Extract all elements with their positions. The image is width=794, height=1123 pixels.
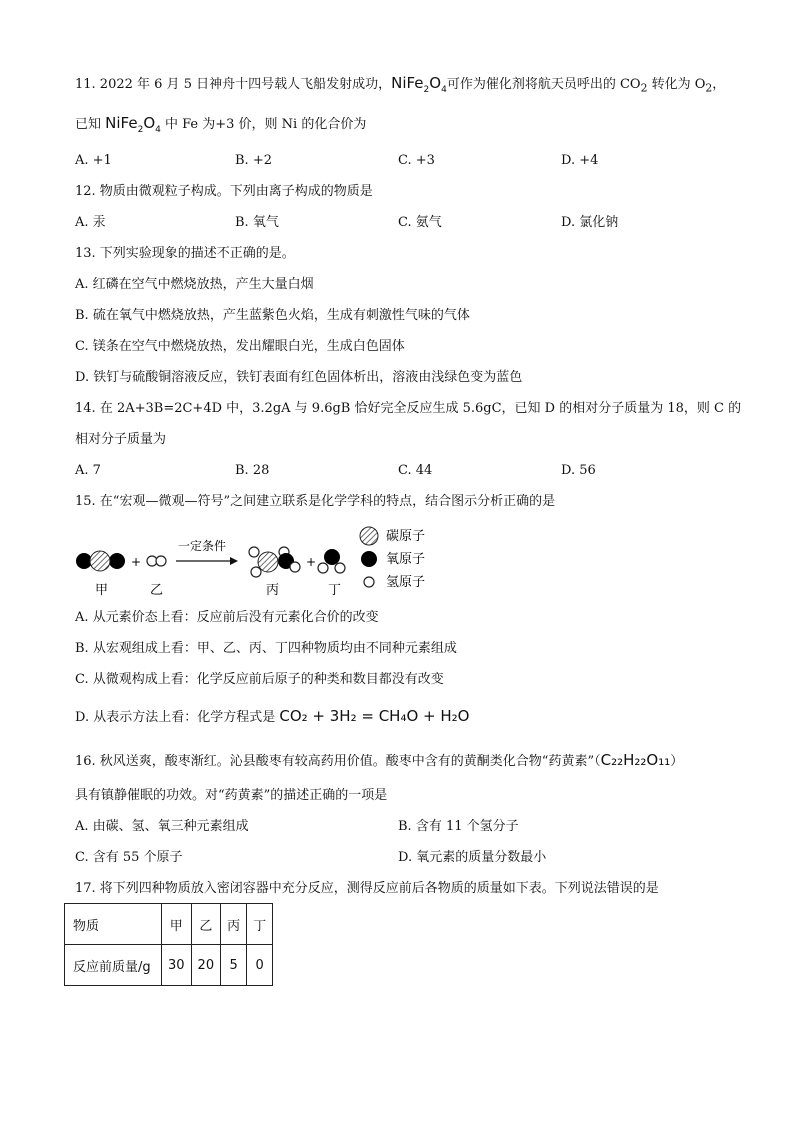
- q11-line2: 已知 $NiFe_2O_4$ 中 Fe 为+3 价，则 Ni 的化合价为: [75, 114, 367, 135]
- q17-stem: 17. 将下列四种物质放入密闭容器中充分反应，测得反应前后各物质的质量如下表。下列说法错误的是: [75, 881, 659, 896]
- q13-stem: 13. 下列实验现象的描述不正确的是。: [75, 246, 295, 261]
- q13-option-b: B. 硫在氧气中燃烧放热，产生蓝紫色火焰，生成有刺激性气味的气体: [75, 308, 470, 323]
- q15-option-b: B. 从宏观组成上看：甲、乙、丙、丁四种物质均由不同种元素组成: [75, 641, 457, 656]
- q11-line1: 11. 2022 年 6 月 5 日神舟十四号载人飞船发射成功，$NiFe_2O_4$可作为催化剂将航天员呼出的 $CO_2$ 转化为 $O_2$，: [75, 74, 726, 95]
- label-ding: 丁: [328, 583, 342, 598]
- q16-option-a: A. 由碳、氢、氧三种元素组成: [75, 819, 249, 834]
- q14-option-a: A. 7: [75, 463, 101, 478]
- q11-option-d: D. +4: [561, 153, 599, 168]
- q11-option-a: A. +1: [75, 153, 112, 168]
- q14-stem-line1: 14. 在 2A+3B=2C+4D 中，3.2gA 与 9.6gB 恰好完全反应生成 5.6gC，已知 D 的相对分子质量为 18，则 C 的: [75, 401, 742, 416]
- q11-option-b: B. +2: [235, 153, 272, 168]
- label-bing: 丙: [266, 583, 280, 598]
- q15-option-a: A. 从元素价态上看：反应前后没有元素化合价的改变: [75, 610, 379, 625]
- table-header-cell: 甲: [162, 904, 192, 945]
- q11-option-c: C. +3: [398, 153, 435, 168]
- q15-equation: CO₂ + 3H₂ = CH₄O + H₂O: [279, 707, 470, 725]
- molecule-jia-co2: [76, 551, 125, 571]
- q13-option-a: A. 红磷在空气中燃烧放热，产生大量白烟: [75, 277, 314, 292]
- hydrogen-atom-icon: [364, 577, 374, 587]
- q12-stem: 12. 物质由微观粒子构成。下列由离子构成的物质是: [75, 184, 373, 199]
- q14-stem-line2: 相对分子质量为: [75, 432, 167, 447]
- q16-option-c: C. 含有 55 个原子: [75, 850, 183, 865]
- molecule-ding-h2o: [318, 549, 345, 573]
- q13-option-d: D. 铁钉与硫酸铜溶液反应，铁钉表面有红色固体析出，溶液由浅绿色变为蓝色: [75, 370, 523, 385]
- q12-option-c: C. 氨气: [398, 215, 442, 230]
- q15-stem: 15. 在“宏观—微观—符号”之间建立联系是化学学科的特点，结合图示分析正确的是: [75, 494, 556, 509]
- carbon-atom-icon: [360, 527, 378, 545]
- reaction-condition: 一定条件: [178, 539, 227, 553]
- table-row: [65, 945, 273, 986]
- label-jia: 甲: [95, 583, 109, 598]
- table-cell: 20: [191, 945, 221, 986]
- q14-option-d: D. 56: [561, 463, 596, 478]
- table-cell: 30: [162, 945, 192, 986]
- table-header-cell: 丁: [247, 904, 273, 945]
- q14-option-b: B. 28: [235, 463, 270, 478]
- atom-legend: [355, 526, 475, 596]
- table-cell: 反应前质量/g: [65, 945, 162, 986]
- q16-option-b: B. 含有 11 个氢分子: [398, 819, 519, 834]
- table-cell: 0: [247, 945, 273, 986]
- q16-formula: C₂₂H₂₂O₁₁: [600, 751, 671, 769]
- molecule-yi-h2: [147, 556, 166, 566]
- plus-sign-1: +: [131, 555, 142, 569]
- table-header-cell: 乙: [191, 904, 221, 945]
- plus-sign-2: +: [306, 555, 317, 569]
- q13-option-c: C. 镁条在空气中燃烧放热，发出耀眼白光，生成白色固体: [75, 339, 405, 354]
- q14-option-c: C. 44: [398, 463, 433, 478]
- table-header-cell: 丙: [221, 904, 247, 945]
- table-header-row: [65, 904, 273, 945]
- q12-option-a: A. 汞: [75, 215, 106, 230]
- molecule-bing-ch4o: [249, 547, 300, 577]
- q15-option-d: D. 从表示方法上看：化学方程式是 CO₂ + 3H₂ = CH₄O + H₂O: [75, 707, 470, 725]
- legend-carbon: 碳原子: [386, 529, 426, 544]
- table-header-cell: 物质: [65, 904, 162, 945]
- oxygen-atom-icon: [361, 551, 377, 567]
- legend-oxygen: 氧原子: [386, 552, 426, 567]
- legend-hydrogen: 氢原子: [386, 575, 426, 590]
- q12-option-b: B. 氧气: [235, 215, 279, 230]
- q16-stem-line2: 具有镇静催眠的功效。对“药黄素”的描述正确的一项是: [75, 788, 388, 803]
- q15-option-c: C. 从微观构成上看：化学反应前后原子的种类和数目都没有改变: [75, 672, 444, 687]
- label-yi: 乙: [150, 583, 164, 598]
- q17-mass-table: [64, 903, 273, 986]
- table-cell: 5: [221, 945, 247, 986]
- q12-option-d: D. 氯化钠: [561, 215, 619, 230]
- q16-stem-line1: 16. 秋风送爽，酸枣渐红。沁县酸枣有较高药用价值。酸枣中含有的黄酮类化合物“药黄素”（C₂₂H₂₂O₁₁）: [75, 751, 684, 769]
- q16-option-d: D. 氧元素的质量分数最小: [398, 850, 547, 865]
